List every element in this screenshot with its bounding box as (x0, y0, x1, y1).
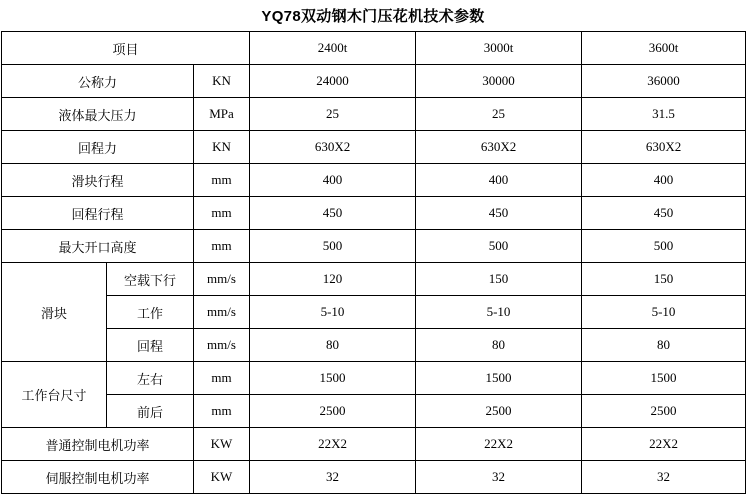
row-unit: KN (194, 65, 250, 98)
row-value-2: 400 (416, 164, 582, 197)
table-row (2, 197, 746, 230)
table-row (2, 230, 746, 263)
row-label: 最大开口高度 (2, 230, 194, 263)
row-value-1: 5-10 (250, 296, 416, 329)
row-value-2: 25 (416, 98, 582, 131)
row-value-1: 450 (250, 197, 416, 230)
row-label: 滑块行程 (2, 164, 194, 197)
table-row (2, 296, 746, 329)
row-label: 公称力 (2, 65, 194, 98)
page-title (0, 0, 746, 31)
row-value-2: 630X2 (416, 131, 582, 164)
row-value-3: 22X2 (582, 428, 746, 461)
row-unit: KW (194, 428, 250, 461)
row-value-2: 32 (416, 461, 582, 494)
table-header-row (2, 32, 746, 65)
row-unit: mm (194, 230, 250, 263)
row-value-2: 22X2 (416, 428, 582, 461)
row-value-2: 150 (416, 263, 582, 296)
row-value-3: 80 (582, 329, 746, 362)
row-value-3: 31.5 (582, 98, 746, 131)
row-value-3: 450 (582, 197, 746, 230)
row-unit: mm/s (194, 263, 250, 296)
sub-row-label: 空载下行 (107, 263, 194, 296)
row-value-2: 2500 (416, 395, 582, 428)
row-unit: mm/s (194, 296, 250, 329)
row-value-2: 500 (416, 230, 582, 263)
sub-row-label: 回程 (107, 329, 194, 362)
technical-parameters-table (1, 31, 746, 494)
row-unit: mm (194, 362, 250, 395)
row-value-1: 80 (250, 329, 416, 362)
table-row (2, 362, 746, 395)
table-row (2, 263, 746, 296)
row-value-2: 5-10 (416, 296, 582, 329)
row-value-1: 630X2 (250, 131, 416, 164)
row-value-3: 630X2 (582, 131, 746, 164)
row-value-1: 1500 (250, 362, 416, 395)
sub-row-label: 工作 (107, 296, 194, 329)
header-item-label: 项目 (2, 32, 250, 65)
table-row (2, 461, 746, 494)
header-model-1: 2400t (250, 32, 416, 65)
row-value-1: 500 (250, 230, 416, 263)
row-unit: mm (194, 197, 250, 230)
row-value-1: 32 (250, 461, 416, 494)
table-row (2, 65, 746, 98)
row-value-2: 1500 (416, 362, 582, 395)
row-value-3: 150 (582, 263, 746, 296)
sub-row-label: 前后 (107, 395, 194, 428)
group-label-slider: 滑块 (2, 263, 107, 362)
row-value-3: 32 (582, 461, 746, 494)
row-value-2: 80 (416, 329, 582, 362)
page-title-text: YQ78双动钢木门压花机技术参数 (261, 8, 485, 25)
row-value-3: 400 (582, 164, 746, 197)
row-unit: mm (194, 395, 250, 428)
row-value-1: 120 (250, 263, 416, 296)
table-row (2, 428, 746, 461)
header-model-2: 3000t (416, 32, 582, 65)
row-unit: KW (194, 461, 250, 494)
row-value-3: 36000 (582, 65, 746, 98)
table-row (2, 98, 746, 131)
table-row (2, 164, 746, 197)
table-row (2, 329, 746, 362)
row-label: 液体最大压力 (2, 98, 194, 131)
row-value-1: 24000 (250, 65, 416, 98)
table-row (2, 395, 746, 428)
row-value-3: 500 (582, 230, 746, 263)
row-value-3: 2500 (582, 395, 746, 428)
row-value-2: 30000 (416, 65, 582, 98)
header-model-3: 3600t (582, 32, 746, 65)
row-value-3: 5-10 (582, 296, 746, 329)
row-value-1: 2500 (250, 395, 416, 428)
row-value-3: 1500 (582, 362, 746, 395)
row-label: 普通控制电机功率 (2, 428, 194, 461)
row-value-1: 25 (250, 98, 416, 131)
row-unit: mm (194, 164, 250, 197)
row-value-2: 450 (416, 197, 582, 230)
row-unit: mm/s (194, 329, 250, 362)
row-value-1: 400 (250, 164, 416, 197)
row-unit: MPa (194, 98, 250, 131)
group-label-table-size: 工作台尺寸 (2, 362, 107, 428)
row-value-1: 22X2 (250, 428, 416, 461)
row-label: 回程行程 (2, 197, 194, 230)
row-label: 伺服控制电机功率 (2, 461, 194, 494)
row-unit: KN (194, 131, 250, 164)
table-row (2, 131, 746, 164)
row-label: 回程力 (2, 131, 194, 164)
sub-row-label: 左右 (107, 362, 194, 395)
